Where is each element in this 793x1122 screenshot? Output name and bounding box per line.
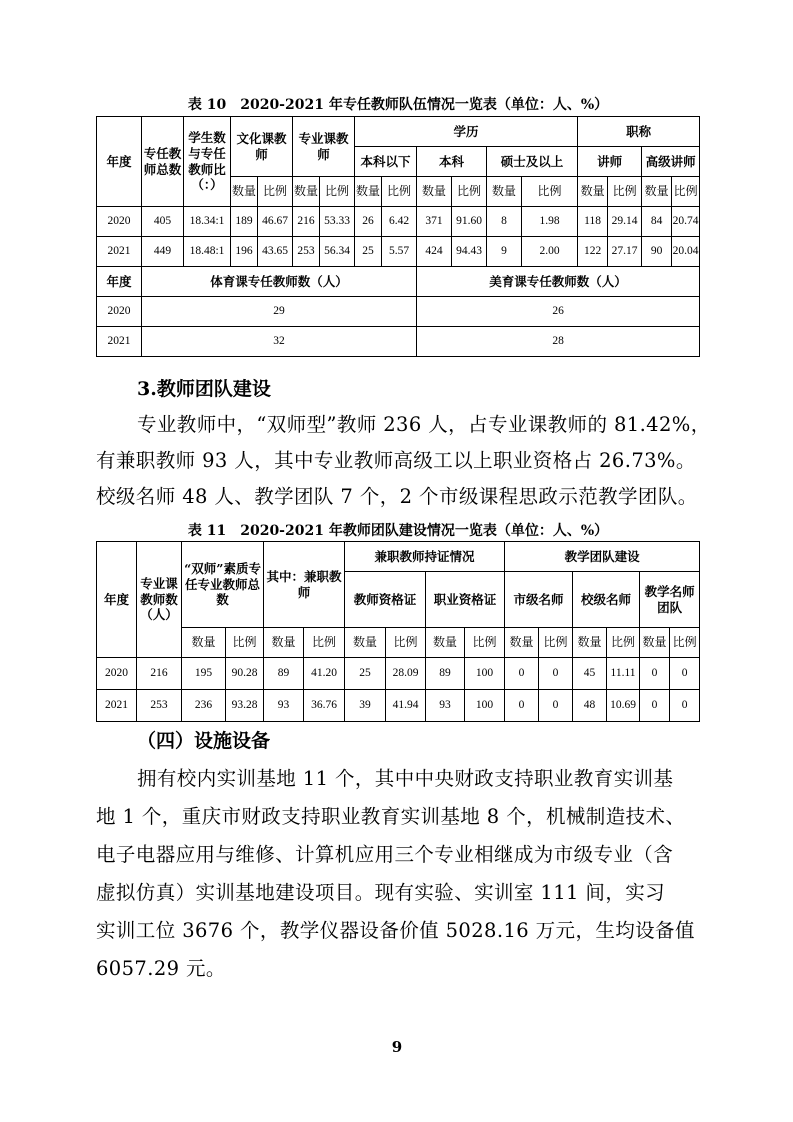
t10-cell: 26 (417, 297, 700, 327)
t10-cell: 53.33 (320, 207, 355, 237)
t11-cell: 0 (505, 690, 539, 722)
t10-cell: 405 (142, 207, 184, 237)
t10-title-header: 职称 (578, 117, 700, 147)
t10-art-header: 美育课专任教师数（人） (417, 267, 700, 297)
t10-cell: 118 (578, 207, 608, 237)
t11-school-teacher-header: 校级名师 (573, 572, 640, 628)
t10-cell: 20.04 (672, 237, 700, 267)
t11-pct-header: 比例 (304, 628, 345, 658)
t10-num-header: 数量 (487, 177, 522, 207)
t10-cell: 6.42 (382, 207, 417, 237)
t11-cell: 0 (539, 690, 573, 722)
t11-num-header: 数量 (573, 628, 607, 658)
t11-cell: 236 (182, 690, 226, 722)
t10-senior-lecturer-header: 高级讲师 (642, 147, 700, 177)
t10-cell: 1.98 (522, 207, 578, 237)
t11-cell: 39 (345, 690, 386, 722)
t11-cell: 93.28 (226, 690, 264, 722)
t10-pe-row-2021 (97, 327, 700, 357)
t11-cell: 41.94 (386, 690, 426, 722)
t10-cell: 9 (487, 237, 522, 267)
t10-cell: 27.17 (608, 237, 642, 267)
t11-cert-header: 兼职教师持证情况 (345, 542, 505, 572)
t10-cell: 90 (642, 237, 672, 267)
t10-row-2021 (97, 237, 700, 267)
t10-pct-header: 比例 (320, 177, 355, 207)
t11-cell: 2021 (97, 690, 137, 722)
section3-line-2: 有兼职教师 93 人，其中专业教师高级工以上职业资格占 26.73%。 (96, 449, 696, 472)
t10-pct-header: 比例 (608, 177, 642, 207)
t10-full-teachers-header: 专任教师总数 (142, 117, 184, 207)
section3-line-3: 校级名师 48 人、教学团队 7 个，2 个市级课程思政示范教学团队。 (96, 485, 698, 508)
t11-num-header: 数量 (640, 628, 670, 658)
t11-cell: 28.09 (386, 658, 426, 690)
t10-cell: 43.65 (258, 237, 293, 267)
t10-cell: 56.34 (320, 237, 355, 267)
t10-cell: 2020 (97, 207, 142, 237)
t10-prof-header: 专业课教师 (293, 117, 355, 177)
t10-cell: 2.00 (522, 237, 578, 267)
t11-cell: 89 (426, 658, 465, 690)
t10-num-header: 数量 (293, 177, 320, 207)
t10-pct-header: 比例 (452, 177, 487, 207)
t11-cell: 41.20 (304, 658, 345, 690)
t11-cell: 195 (182, 658, 226, 690)
t10-cell: 20.74 (672, 207, 700, 237)
t10-cell: 2021 (97, 237, 142, 267)
t11-pct-header: 比例 (539, 628, 573, 658)
table11 (96, 541, 700, 722)
t10-education-header: 学历 (355, 117, 578, 147)
t11-cell: 100 (465, 690, 505, 722)
t11-cell: 0 (539, 658, 573, 690)
t11-parttime-header: 其中：兼职教师 (264, 542, 345, 628)
t11-voc-cert-header: 职业资格证 (426, 572, 505, 628)
section4-line-6: 6057.29 元。 (96, 957, 226, 980)
t11-pct-header: 比例 (465, 628, 505, 658)
t11-num-header: 数量 (345, 628, 386, 658)
t10-num-header: 数量 (578, 177, 608, 207)
t11-cell: 0 (670, 690, 700, 722)
t10-cell: 371 (417, 207, 452, 237)
t11-cell: 0 (640, 658, 670, 690)
t10-pe-row-2020 (97, 297, 700, 327)
t11-num-header: 数量 (426, 628, 465, 658)
page-number: 9 (391, 1038, 403, 1056)
t11-dual-header: “双师”素质专任专业教师总数 (182, 542, 264, 628)
t10-cell: 196 (231, 237, 258, 267)
t11-cell: 11.11 (607, 658, 640, 690)
section4-line-2: 地 1 个，重庆市财政支持职业教育实训基地 8 个，机械制造技术、 (96, 805, 686, 828)
section4-line-5: 实训工位 3676 个，教学仪器设备价值 5028.16 万元，生均设备值 (96, 919, 695, 942)
table11-caption: 表 11 2020-2021 年教师团队建设情况一览表（单位：人、%） (187, 523, 609, 539)
t10-bachelor-header: 本科 (417, 147, 487, 177)
t11-cell: 90.28 (226, 658, 264, 690)
table10 (96, 116, 700, 357)
t10-year-header-2: 年度 (97, 267, 142, 297)
t10-cell: 2020 (97, 297, 142, 327)
t10-num-header: 数量 (417, 177, 452, 207)
t11-prof-header: 专业课教师数（人） (137, 542, 182, 658)
t10-row-2020 (97, 207, 700, 237)
t11-cell: 0 (670, 658, 700, 690)
t10-cell: 84 (642, 207, 672, 237)
t10-num-header: 数量 (231, 177, 258, 207)
t10-cell: 91.60 (452, 207, 487, 237)
section4-heading: （四）设施设备 (137, 730, 271, 752)
t11-cell: 253 (137, 690, 182, 722)
t10-cell: 29.14 (608, 207, 642, 237)
t10-cell: 5.57 (382, 237, 417, 267)
t10-pct-header: 比例 (522, 177, 578, 207)
t10-pe-header: 体育课专任教师数（人） (142, 267, 417, 297)
t10-cell: 216 (293, 207, 320, 237)
t11-num-header: 数量 (505, 628, 539, 658)
t11-cell: 25 (345, 658, 386, 690)
t10-num-header: 数量 (642, 177, 672, 207)
section3-line-1: 专业教师中，“双师型”教师 236 人，占专业课教师的 81.42%， (137, 413, 711, 436)
t10-cell: 32 (142, 327, 417, 357)
t11-pct-header: 比例 (607, 628, 640, 658)
t10-cell: 26 (355, 207, 382, 237)
t10-below-bachelor-header: 本科以下 (355, 147, 417, 177)
t10-cell: 46.67 (258, 207, 293, 237)
t10-cell: 122 (578, 237, 608, 267)
t10-cell: 2021 (97, 327, 142, 357)
section4-line-1: 拥有校内实训基地 11 个，其中中央财政支持职业教育实训基 (137, 767, 674, 790)
t11-famous-team-header: 教学名师团队 (640, 572, 700, 628)
t10-cell: 449 (142, 237, 184, 267)
t11-cell: 93 (426, 690, 465, 722)
t11-city-teacher-header: 市级名师 (505, 572, 573, 628)
t10-cell: 28 (417, 327, 700, 357)
t10-pct-header: 比例 (258, 177, 293, 207)
t11-cell: 2020 (97, 658, 137, 690)
t10-cell: 8 (487, 207, 522, 237)
t11-pct-header: 比例 (386, 628, 426, 658)
t10-culture-header: 文化课教师 (231, 117, 293, 177)
t11-cell: 216 (137, 658, 182, 690)
t11-team-header: 教学团队建设 (505, 542, 700, 572)
t10-cell: 94.43 (452, 237, 487, 267)
t11-pct-header: 比例 (670, 628, 700, 658)
t10-num-header: 数量 (355, 177, 382, 207)
t11-cell: 10.69 (607, 690, 640, 722)
section3-heading: 3.教师团队建设 (137, 378, 271, 400)
t11-num-header: 数量 (182, 628, 226, 658)
t10-pct-header: 比例 (382, 177, 417, 207)
t10-ratio-header: 学生数与专任教师比（：） (184, 117, 231, 207)
section4-line-4: 虚拟仿真）实训基地建设项目。现有实验、实训室 111 间，实习 (96, 881, 666, 904)
t11-teacher-cert-header: 教师资格证 (345, 572, 426, 628)
t10-cell: 424 (417, 237, 452, 267)
t11-cell: 100 (465, 658, 505, 690)
t11-pct-header: 比例 (226, 628, 264, 658)
t11-cell: 89 (264, 658, 304, 690)
t11-num-header: 数量 (264, 628, 304, 658)
table10-caption: 表 10 2020-2021 年专任教师队伍情况一览表（单位：人、%） (187, 97, 609, 113)
t10-cell: 18.48:1 (184, 237, 231, 267)
t11-cell: 0 (505, 658, 539, 690)
section4-line-3: 电子电器应用与维修、计算机应用三个专业相继成为市级专业（含 (96, 843, 674, 866)
t11-cell: 48 (573, 690, 607, 722)
t10-pct-header: 比例 (672, 177, 700, 207)
t10-cell: 25 (355, 237, 382, 267)
t10-cell: 18.34:1 (184, 207, 231, 237)
t11-year-header: 年度 (97, 542, 137, 658)
t10-master-header: 硕士及以上 (487, 147, 578, 177)
t10-year-header: 年度 (97, 117, 142, 207)
t10-cell: 29 (142, 297, 417, 327)
t10-cell: 253 (293, 237, 320, 267)
t11-row-2021 (97, 690, 700, 722)
t10-cell: 189 (231, 207, 258, 237)
t11-cell: 36.76 (304, 690, 345, 722)
t10-lecturer-header: 讲师 (578, 147, 642, 177)
t11-row-2020 (97, 658, 700, 690)
t11-cell: 0 (640, 690, 670, 722)
t11-cell: 45 (573, 658, 607, 690)
t11-cell: 93 (264, 690, 304, 722)
